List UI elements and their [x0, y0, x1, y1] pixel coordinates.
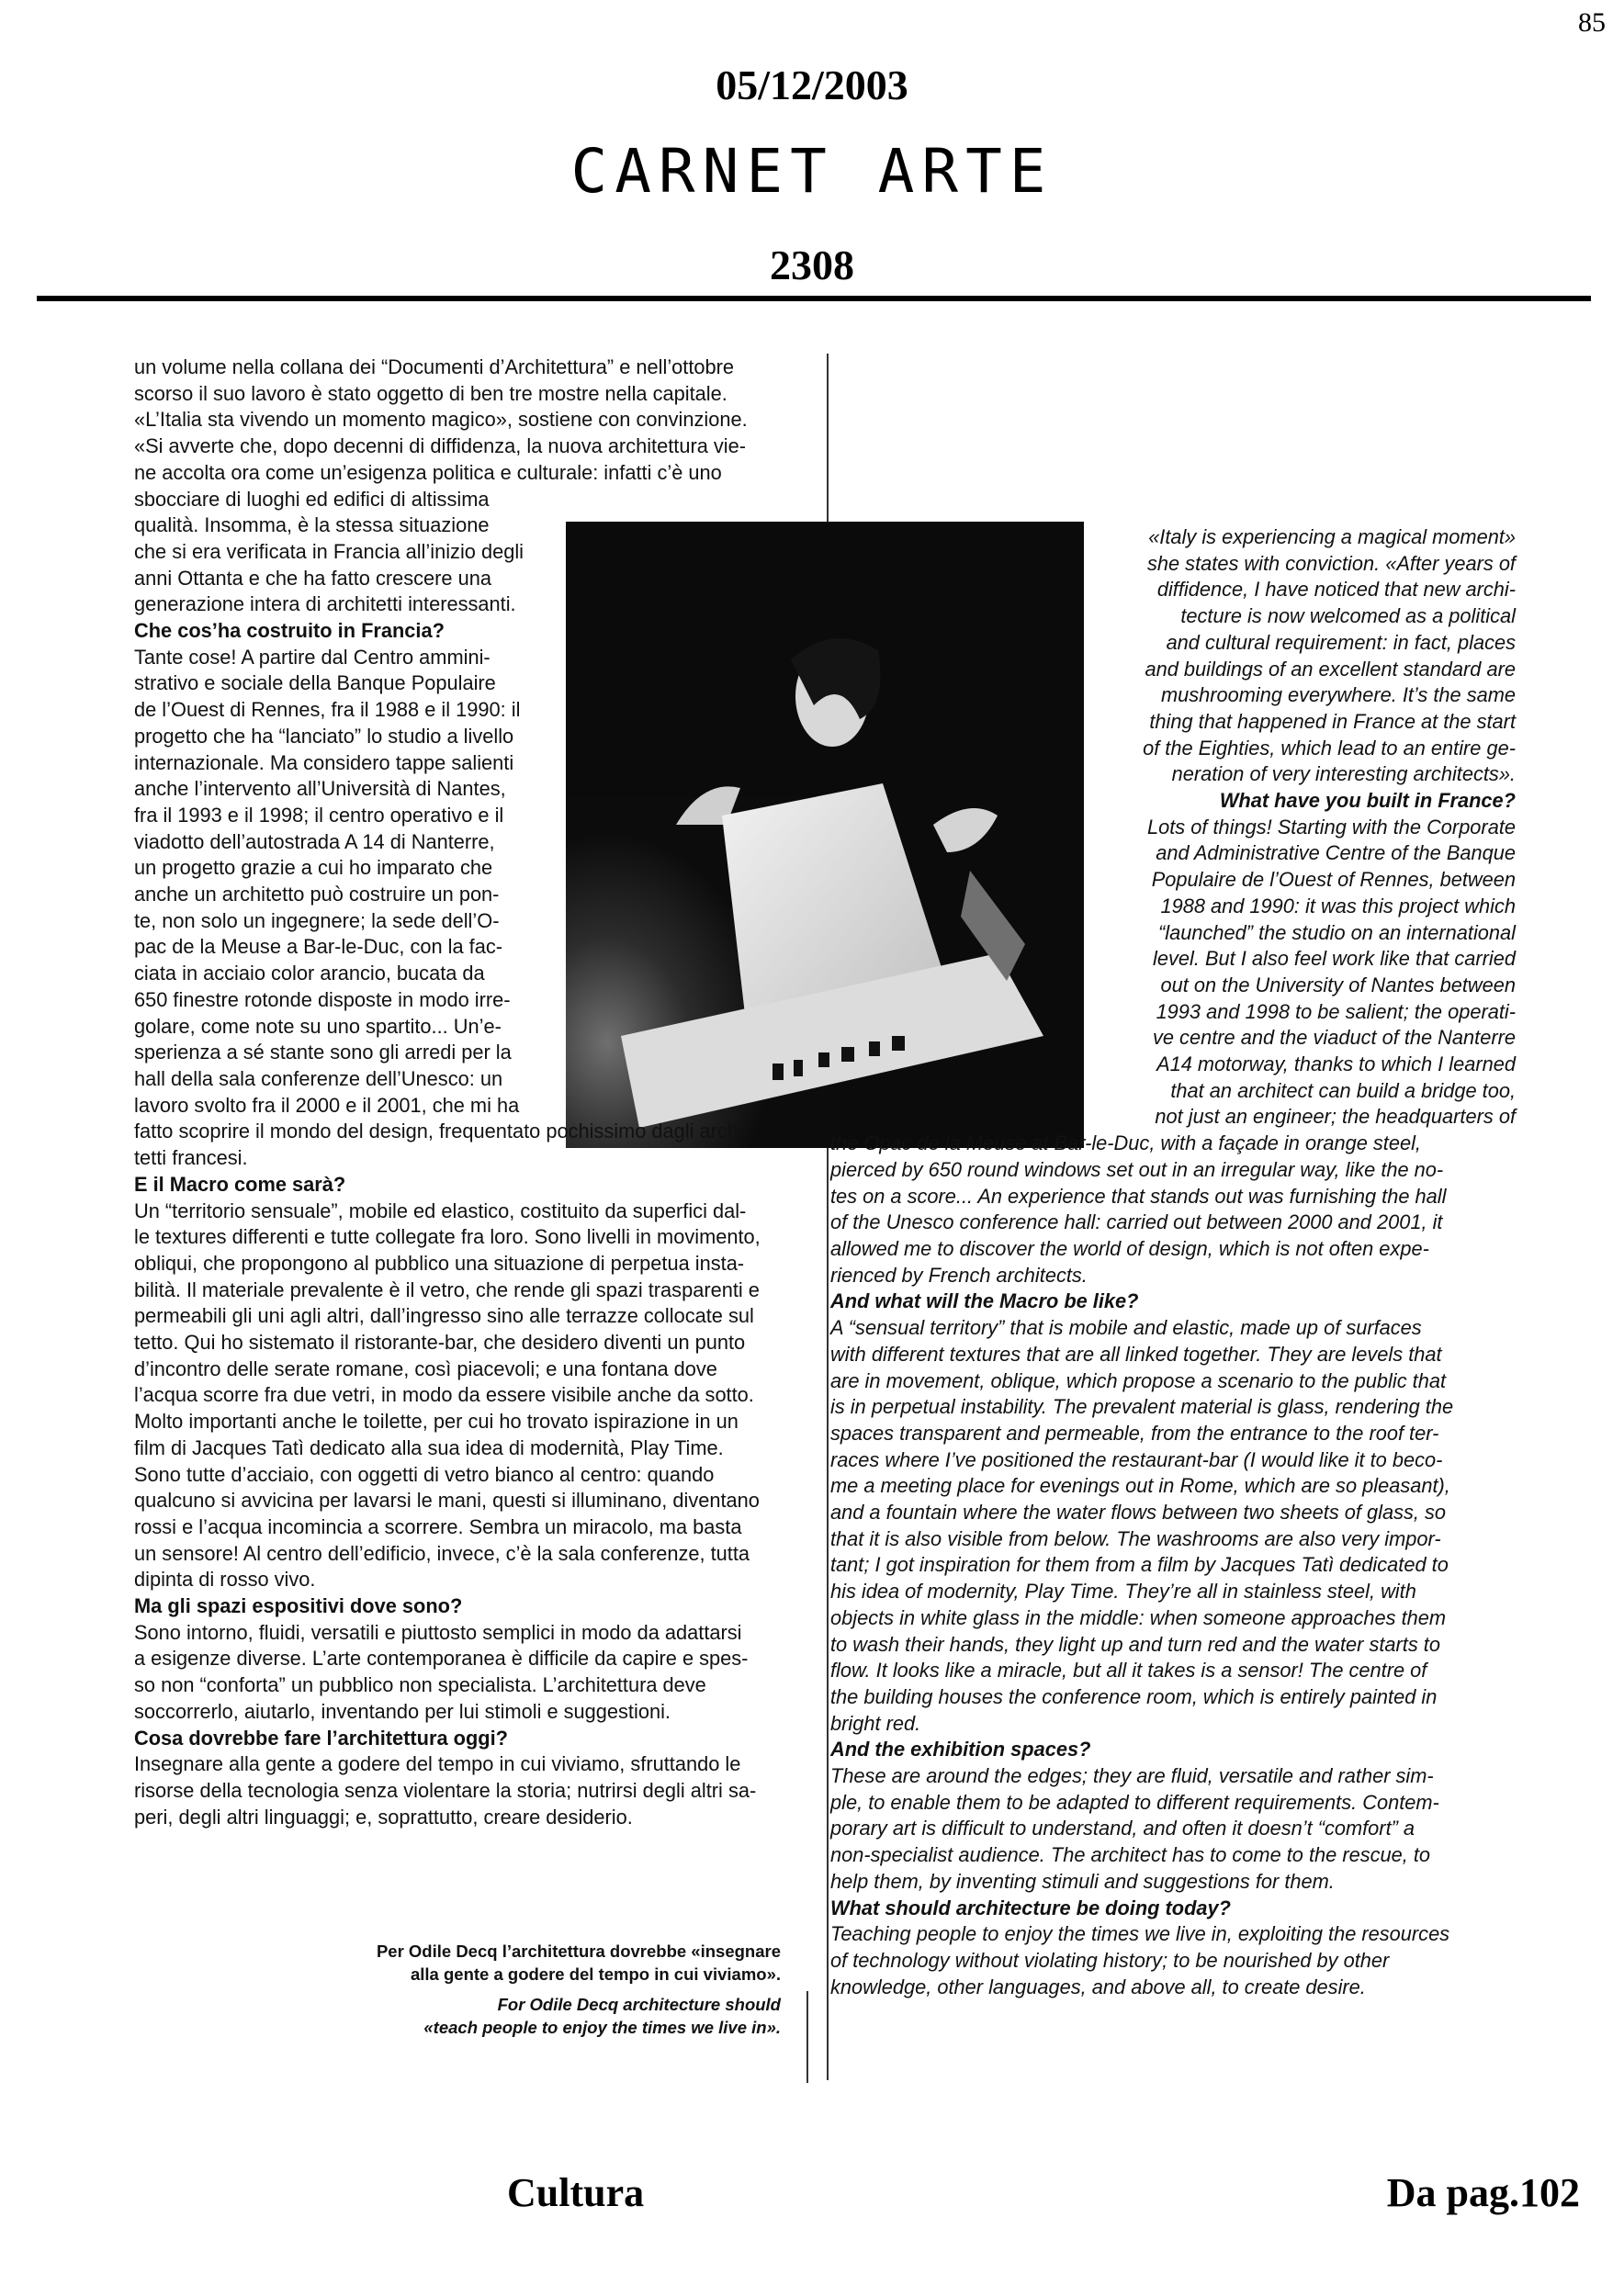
- it-answer-line: Sono tutte d’acciaio, con oggetti di vetro bianco al centro: quando: [134, 1462, 715, 1486]
- it-answer-line: permeabili gli uni agli altri, dall’ingresso sino alle terrazze collocate sul: [134, 1304, 754, 1328]
- it-answer-line: Sono intorno, fluidi, versatili e piuttosto semplici in modo da adattarsi: [134, 1620, 742, 1644]
- section-label: Cultura: [507, 2170, 645, 2215]
- en-answer-line: A14 motorway, thanks to which I learned: [1156, 1052, 1516, 1076]
- en-answer-line: help them, by inventing stimuli and suggestions for them.: [830, 1869, 1335, 1893]
- en-answer-line: to wash their hands, they light up and turn red and the water starts to: [830, 1632, 1440, 1656]
- it-answer-line: a esigenze diverse. L’arte contemporanea è difficile da capire e spes-: [134, 1647, 749, 1671]
- caption-line: alla gente a godere del tempo in cui viviamo».: [410, 1964, 781, 1984]
- it-answer-line: Insegnare alla gente a godere del tempo in cui viviamo, sfruttando le: [134, 1752, 741, 1776]
- en-answer-line: 1988 and 1990: it was this project which: [1160, 894, 1516, 917]
- en-answer-line: “launched” the studio on an international: [1158, 920, 1516, 944]
- en-answer-line: the Opac de la Meuse at Bar-le-Duc, with a façade in orange steel,: [830, 1131, 1421, 1155]
- en-intro-line: mushrooming everywhere. It’s the same: [1160, 683, 1516, 707]
- it-answer-line: le textures differenti e tutte collegate fra loro. Sono livelli in movimento,: [134, 1225, 761, 1249]
- it-answer-line: strativo e sociale della Banque Populaire: [134, 671, 496, 695]
- en-answer-line: ple, to enable them to be adapted to different requirements. Contem-: [830, 1790, 1439, 1814]
- en-intro-line: neration of very interesting architects».: [1171, 762, 1516, 786]
- photo-caption: [184, 1940, 781, 2039]
- en-answer-line: me a meeting place for evenings out in Rome, which are so pleasant),: [830, 1474, 1450, 1498]
- en-answer-line: spaces transparent and permeable, from the entrance to the roof ter-: [830, 1421, 1439, 1445]
- en-answer-line: non-specialist audience. The architect has to come to the rescue, to: [830, 1843, 1431, 1867]
- it-answer-line: fra il 1993 e il 1998; il centro operativo e il: [134, 803, 504, 827]
- en-answer-line: Teaching people to enjoy the times we live in, exploiting the resources: [830, 1922, 1450, 1946]
- it-answer-line: anche un architetto può costruire un pon-: [134, 883, 500, 906]
- publication-title: CARNET ARTE: [570, 136, 1054, 207]
- en-answer-line: of technology without violating history; to be nourished by other: [830, 1948, 1390, 1972]
- en-intro-line: of the Eighties, which lead to an entire ge-: [1143, 736, 1516, 760]
- en-answer-line: that it is also visible from below. The washrooms are also very impor-: [830, 1526, 1441, 1550]
- en-answer-line: ve centre and the viaduct of the Nanterre: [1152, 1026, 1516, 1050]
- it-answer-line: golare, come note su uno spartito... Un’e-: [134, 1014, 502, 1038]
- it-answer-line: dipinta di rosso vivo.: [134, 1568, 316, 1592]
- en-question-2: And what will the Macro be like?: [830, 1289, 1139, 1313]
- en-answer-line: knowledge, other languages, and above all, to create desire.: [830, 1975, 1366, 1998]
- it-answer-line: soccorrerlo, aiutarlo, inventando per lui stimoli e suggestioni.: [134, 1699, 671, 1723]
- it-answer-line: pac de la Meuse a Bar-le-Duc, con la fac-: [134, 935, 503, 959]
- en-answer-line: the building houses the conference room, which is entirely painted in: [830, 1684, 1438, 1708]
- caption-divider: [806, 1991, 808, 2083]
- page-number: 85: [1578, 7, 1606, 38]
- caption-line: For Odile Decq architecture should: [497, 1995, 781, 2014]
- header-rule: [37, 296, 1591, 301]
- en-answer-line: is in perpetual instability. The prevalent material is glass, rendering the: [830, 1395, 1454, 1419]
- en-answer-line: allowed me to discover the world of design, which is not often expe-: [830, 1236, 1429, 1260]
- en-answer-line: Populaire de l’Ouest of Rennes, between: [1151, 868, 1516, 892]
- it-answer-line: Tante cose! A partire dal Centro ammini-: [134, 645, 491, 669]
- en-intro-line: tecture is now welcomed as a political: [1180, 604, 1516, 628]
- en-intro-line: she states with conviction. «After years of: [1146, 551, 1516, 575]
- it-answer-line: lavoro svolto fra il 2000 e il 2001, che mi ha: [134, 1093, 520, 1117]
- en-answer-line: and Administrative Centre of the Banque: [1156, 841, 1516, 865]
- issue-number: 2308: [770, 242, 854, 288]
- en-intro-line: thing that happened in France at the start: [1149, 709, 1516, 733]
- it-answer-line: Un “territorio sensuale”, mobile ed elastico, costituito da superfici dal-: [134, 1199, 747, 1222]
- italian-column: [134, 355, 795, 1830]
- it-intro-line: «Si avverte che, dopo decenni di diffidenza, la nuova architettura vie-: [134, 434, 747, 458]
- it-answer-line: peri, degli altri linguaggi; e, soprattutto, creare desiderio.: [134, 1805, 633, 1829]
- en-answer-line: objects in white glass in the middle: when someone approaches them: [830, 1605, 1447, 1629]
- en-answer-line: A “sensual territory” that is mobile and elastic, made up of surfaces: [830, 1316, 1422, 1340]
- en-intro-line: and buildings of an excellent standard are: [1145, 657, 1516, 681]
- it-intro-line: ne accolta ora come un’esigenza politica e culturale: infatti c’è uno: [134, 460, 722, 484]
- it-answer-line: l’acqua scorre fra due vetri, in modo da essere visibile anche da sotto.: [134, 1383, 754, 1407]
- it-answer-line: de l’Ouest di Rennes, fra il 1988 e il 1990: il: [134, 698, 521, 722]
- en-answer-line: pierced by 650 round windows set out in an irregular way, like the no-: [830, 1157, 1444, 1181]
- it-answer-line: anche l’intervento all’Università di Nantes,: [134, 777, 506, 801]
- it-answer-line: viadotto dell’autostrada A 14 di Nanterre,: [134, 829, 495, 853]
- it-intro-line: un volume nella collana dei “Documenti d’Architettura” e nell’ottobre: [134, 355, 735, 378]
- en-answer-line: tes on a score... An experience that stands out was furnishing the hall: [830, 1184, 1447, 1208]
- en-answer-line: out on the University of Nantes between: [1160, 973, 1516, 996]
- en-answer-line: and a fountain where the water flows between two sheets of glass, so: [830, 1501, 1447, 1525]
- it-intro-line: generazione intera di architetti interessanti.: [134, 592, 516, 616]
- it-intro-line: che si era verificata in Francia all’inizio degli: [134, 539, 524, 563]
- caption-line: «teach people to enjoy the times we live in».: [423, 2018, 781, 2037]
- it-answer-line: hall della sala conferenze dell’Unesco: un: [134, 1066, 503, 1090]
- caption-line: Per Odile Decq l’architettura dovrebbe «insegnare: [376, 1941, 781, 1961]
- en-answer-line: not just an engineer; the headquarters of: [1155, 1105, 1516, 1129]
- it-answer-line: obliqui, che propongono al pubblico una situazione di perpetua insta-: [134, 1251, 745, 1275]
- it-question-2: E il Macro come sarà?: [134, 1172, 346, 1196]
- it-answer-line: Molto importanti anche le toilette, per cui ho trovato ispirazione in un: [134, 1410, 739, 1434]
- it-answer-line: te, non solo un ingegnere; la sede dell’O-: [134, 908, 500, 932]
- en-intro-line: diffidence, I have noticed that new archi-: [1156, 578, 1516, 602]
- it-answer-line: risorse della tecnologia senza violentare la storia; nutrirsi degli altri sa-: [134, 1778, 757, 1802]
- issue-date: 05/12/2003: [716, 62, 908, 108]
- it-answer-line: so non “conforta” un pubblico non specialista. L’architettura deve: [134, 1673, 706, 1697]
- it-answer-line: fatto scoprire il mondo del design, frequentato pochissimo dagli archi-: [134, 1120, 750, 1143]
- it-answer-line: ciata in acciaio color arancio, bucata da: [134, 962, 485, 985]
- it-answer-line: d’incontro delle serate romane, così piacevoli; e una fontana dove: [134, 1356, 717, 1380]
- it-intro-line: «L’Italia sta vivendo un momento magico», sostiene con convinzione.: [134, 408, 748, 432]
- it-intro-line: sbocciare di luoghi ed edifici di altissima: [134, 487, 490, 511]
- en-question-3: And the exhibition spaces?: [830, 1738, 1091, 1761]
- it-answer-line: bilità. Il materiale prevalente è il vetro, che rende gli spazi trasparenti e: [134, 1277, 760, 1301]
- en-question-4: What should architecture be doing today?: [830, 1896, 1231, 1919]
- it-answer-line: un sensore! Al centro dell’edificio, invece, c’è la sala conferenze, tutta: [134, 1541, 750, 1565]
- it-question-3: Ma gli spazi espositivi dove sono?: [134, 1594, 463, 1618]
- en-answer-line: bright red.: [830, 1711, 921, 1735]
- en-answer-line: flow. It looks like a miracle, but all it takes is a sensor! The centre of: [830, 1659, 1427, 1683]
- it-answer-line: qualcuno si avvicina per lavarsi le mani, questi si illuminano, diventano: [134, 1489, 760, 1513]
- it-answer-line: film di Jacques Tatì dedicato alla sua idea di modernità, Play Time.: [134, 1435, 724, 1459]
- it-answer-line: tetti francesi.: [134, 1146, 248, 1170]
- it-answer-line: progetto che ha “lanciato” lo studio a livello: [134, 724, 514, 748]
- english-column: [830, 524, 1516, 2000]
- en-answer-line: races where I’ve positioned the restaurant-bar (I would like it to beco-: [830, 1447, 1443, 1471]
- en-intro-line: «Italy is experiencing a magical moment»: [1148, 525, 1516, 548]
- continued-from-page: Da pag.102: [1386, 2170, 1580, 2215]
- it-answer-line: un progetto grazie a cui ho imparato che: [134, 856, 493, 880]
- it-answer-line: tetto. Qui ho sistemato il ristorante-bar, che desidero diventi un punto: [134, 1331, 746, 1355]
- en-answer-line: his idea of modernity, Play Time. They’re all in stainless steel, with: [830, 1580, 1416, 1604]
- en-answer-line: with different textures that are all linked together. They are levels that: [830, 1342, 1442, 1366]
- it-answer-line: rossi e l’acqua incomincia a scorrere. Sembra un miracolo, ma basta: [134, 1514, 742, 1538]
- it-intro-line: anni Ottanta e che ha fatto crescere una: [134, 566, 491, 590]
- en-question-1: What have you built in France?: [1219, 789, 1516, 813]
- it-question-1: Che cos’ha costruito in Francia?: [134, 619, 445, 643]
- it-question-4: Cosa dovrebbe fare l’architettura oggi?: [134, 1726, 508, 1750]
- en-answer-line: porary art is difficult to understand, and often it doesn’t “comfort” a: [830, 1817, 1415, 1840]
- en-answer-line: are in movement, oblique, which propose a scenario to the public that: [830, 1368, 1447, 1392]
- it-answer-line: 650 finestre rotonde disposte in modo irre-: [134, 987, 511, 1011]
- en-answer-line: level. But I also feel work like that carried: [1153, 947, 1516, 971]
- en-answer-line: 1993 and 1998 to be salient; the operati-: [1156, 999, 1516, 1023]
- en-answer-line: that an architect can build a bridge too,: [1170, 1078, 1516, 1102]
- caption-english: [184, 1993, 781, 2039]
- caption-italian: [184, 1940, 781, 1986]
- en-answer-line: tant; I got inspiration for them from a film by Jacques Tatì dedicated to: [830, 1553, 1449, 1577]
- en-answer-line: of the Unesco conference hall: carried out between 2000 and 2001, it: [830, 1210, 1443, 1234]
- en-intro-line: and cultural requirement: in fact, places: [1166, 630, 1516, 654]
- en-answer-line: Lots of things! Starting with the Corporate: [1146, 815, 1516, 838]
- en-answer-line: These are around the edges; they are fluid, versatile and rather sim-: [830, 1764, 1434, 1788]
- it-answer-line: sperienza a sé stante sono gli arredi per la: [134, 1041, 512, 1064]
- it-intro-line: scorso il suo lavoro è stato oggetto di ben tre mostre nella capitale.: [134, 381, 727, 405]
- it-answer-line: internazionale. Ma considero tappe salienti: [134, 750, 514, 774]
- it-intro-line: qualità. Insomma, è la stessa situazione: [134, 513, 490, 537]
- en-answer-line: rienced by French architects.: [830, 1263, 1088, 1287]
